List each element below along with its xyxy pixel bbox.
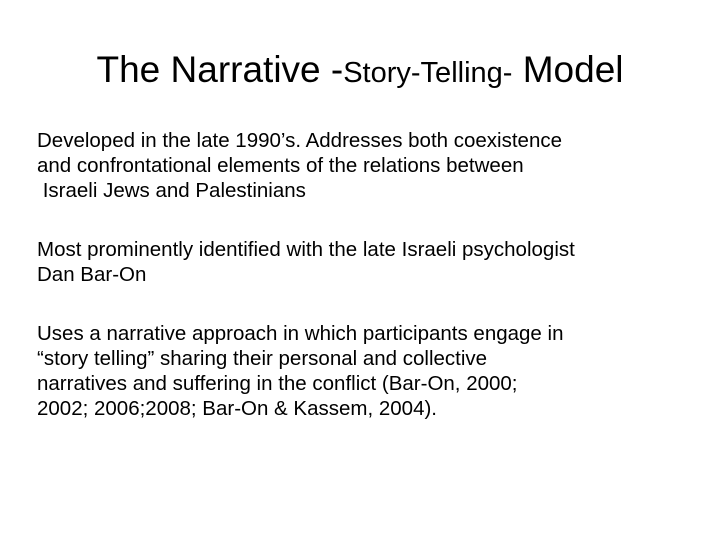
paragraph-line: Most prominently identified with the late Israeli psychologist bbox=[37, 238, 575, 261]
title-part-narrative: The Narrative - bbox=[96, 49, 344, 90]
slide-title bbox=[0, 46, 720, 102]
paragraph-line: Developed in the late 1990’s. Addresses both coexistence bbox=[37, 129, 563, 152]
paragraph-approach bbox=[37, 321, 713, 421]
paragraph-line: “story telling” sharing their personal and collective bbox=[37, 347, 488, 370]
paragraph-line: 2002; 2006;2008; Bar-On & Kassem, 2004). bbox=[37, 397, 438, 420]
paragraph-line: narratives and suffering in the conflict (Bar-On, 2000; bbox=[37, 372, 518, 395]
slide-body bbox=[37, 128, 713, 455]
paragraph-line: and confrontational elements of the relations between bbox=[37, 154, 524, 177]
title-part-model: Model bbox=[512, 49, 624, 90]
paragraph-founder bbox=[37, 237, 713, 287]
paragraph-line: Israeli Jews and Palestinians bbox=[37, 179, 306, 202]
title-part-storytelling: Story-Telling- bbox=[343, 57, 513, 89]
paragraph-line: Uses a narrative approach in which participants engage in bbox=[37, 322, 564, 345]
paragraph-origin bbox=[37, 128, 713, 203]
paragraph-line: Dan Bar-On bbox=[37, 263, 147, 286]
